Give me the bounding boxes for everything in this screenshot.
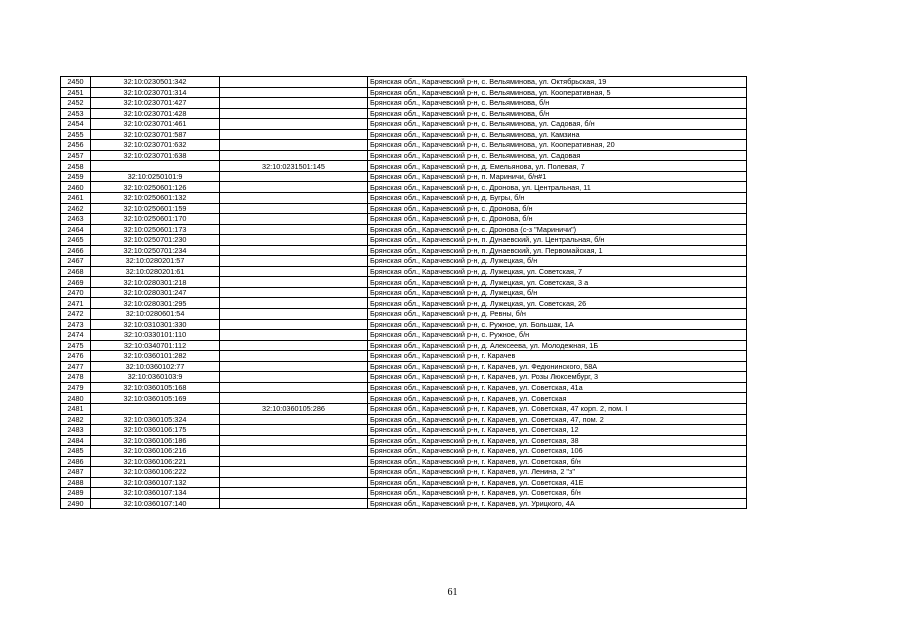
building-cadastral-number-cell bbox=[220, 319, 368, 330]
row-number-cell: 2451 bbox=[61, 87, 91, 98]
registry-table-body bbox=[61, 77, 747, 509]
table-row bbox=[61, 393, 747, 404]
cadastral-number-cell: 32:10:0360107:132 bbox=[91, 477, 220, 488]
building-cadastral-number-cell bbox=[220, 298, 368, 309]
cadastral-number-cell: 32:10:0360106:186 bbox=[91, 435, 220, 446]
table-row bbox=[61, 171, 747, 182]
address-cell: Брянская обл., Карачевский р-н, г. Карачев, ул. Розы Люксембург, 3 bbox=[368, 372, 747, 383]
address-cell: Брянская обл., Карачевский р-н, д. Бугры, б/н bbox=[368, 193, 747, 204]
building-cadastral-number-cell bbox=[220, 224, 368, 235]
address-cell: Брянская обл., Карачевский р-н, г. Карачев, ул. Советская, 41Е bbox=[368, 477, 747, 488]
building-cadastral-number-cell bbox=[220, 245, 368, 256]
table-row bbox=[61, 266, 747, 277]
address-cell: Брянская обл., Карачевский р-н, с. Ружное, б/н bbox=[368, 330, 747, 341]
table-row bbox=[61, 372, 747, 383]
row-number-cell: 2457 bbox=[61, 150, 91, 161]
cadastral-number-cell: 32:10:0250601:173 bbox=[91, 224, 220, 235]
cadastral-number-cell: 32:10:0280301:218 bbox=[91, 277, 220, 288]
cadastral-number-cell: 32:10:0330101:110 bbox=[91, 330, 220, 341]
table-row bbox=[61, 403, 747, 414]
building-cadastral-number-cell bbox=[220, 119, 368, 130]
row-number-cell: 2474 bbox=[61, 330, 91, 341]
building-cadastral-number-cell bbox=[220, 488, 368, 499]
row-number-cell: 2477 bbox=[61, 361, 91, 372]
row-number-cell: 2459 bbox=[61, 171, 91, 182]
address-cell: Брянская обл., Карачевский р-н, с. Вельяминова, б/н bbox=[368, 98, 747, 109]
row-number-cell: 2484 bbox=[61, 435, 91, 446]
address-cell: Брянская обл., Карачевский р-н, г. Карачев, ул. Урицкого, 4А bbox=[368, 498, 747, 509]
building-cadastral-number-cell bbox=[220, 361, 368, 372]
address-cell: Брянская обл., Карачевский р-н, д. Ревны, б/н bbox=[368, 309, 747, 320]
cadastral-number-cell bbox=[91, 403, 220, 414]
cadastral-number-cell: 32:10:0250601:132 bbox=[91, 193, 220, 204]
cadastral-number-cell: 32:10:0280201:61 bbox=[91, 266, 220, 277]
cadastral-number-cell: 32:10:0360101:282 bbox=[91, 351, 220, 362]
building-cadastral-number-cell bbox=[220, 235, 368, 246]
cadastral-number-cell: 32:10:0230701:427 bbox=[91, 98, 220, 109]
address-cell: Брянская обл., Карачевский р-н, п. Мариничи, б/н#1 bbox=[368, 171, 747, 182]
building-cadastral-number-cell bbox=[220, 330, 368, 341]
page-number: 61 bbox=[447, 587, 458, 598]
table-row bbox=[61, 87, 747, 98]
table-row bbox=[61, 467, 747, 478]
building-cadastral-number-cell bbox=[220, 414, 368, 425]
row-number-cell: 2472 bbox=[61, 309, 91, 320]
building-cadastral-number-cell bbox=[220, 498, 368, 509]
table-row bbox=[61, 235, 747, 246]
building-cadastral-number-cell bbox=[220, 193, 368, 204]
cadastral-number-cell: 32:10:0310301:330 bbox=[91, 319, 220, 330]
table-row bbox=[61, 119, 747, 130]
table-row bbox=[61, 224, 747, 235]
cadastral-number-cell: 32:10:0280301:295 bbox=[91, 298, 220, 309]
table-row bbox=[61, 193, 747, 204]
row-number-cell: 2475 bbox=[61, 340, 91, 351]
address-cell: Брянская обл., Карачевский р-н, д. Лужецкая, ул. Советская, 3 а bbox=[368, 277, 747, 288]
row-number-cell: 2480 bbox=[61, 393, 91, 404]
row-number-cell: 2453 bbox=[61, 108, 91, 119]
address-cell: Брянская обл., Карачевский р-н, г. Карачев, ул. Ленина, 2 "з" bbox=[368, 467, 747, 478]
row-number-cell: 2462 bbox=[61, 203, 91, 214]
cadastral-number-cell: 32:10:0360103:9 bbox=[91, 372, 220, 383]
cadastral-number-cell: 32:10:0250101:9 bbox=[91, 171, 220, 182]
table-row bbox=[61, 319, 747, 330]
table-row bbox=[61, 298, 747, 309]
building-cadastral-number-cell bbox=[220, 203, 368, 214]
address-cell: Брянская обл., Карачевский р-н, с. Дронова (с-з "Мариничи") bbox=[368, 224, 747, 235]
cadastral-number-cell: 32:10:0230701:587 bbox=[91, 129, 220, 140]
building-cadastral-number-cell bbox=[220, 182, 368, 193]
row-number-cell: 2489 bbox=[61, 488, 91, 499]
address-cell: Брянская обл., Карачевский р-н, с. Дронова, б/н bbox=[368, 203, 747, 214]
row-number-cell: 2490 bbox=[61, 498, 91, 509]
address-cell: Брянская обл., Карачевский р-н, г. Карачев, ул. Советская, 12 bbox=[368, 425, 747, 436]
address-cell: Брянская обл., Карачевский р-н, д. Лужецкая, ул. Советская, 7 bbox=[368, 266, 747, 277]
cadastral-number-cell bbox=[91, 161, 220, 172]
building-cadastral-number-cell bbox=[220, 266, 368, 277]
table-row bbox=[61, 129, 747, 140]
table-row bbox=[61, 446, 747, 457]
row-number-cell: 2483 bbox=[61, 425, 91, 436]
address-cell: Брянская обл., Карачевский р-н, д. Лужецкая, б/н bbox=[368, 256, 747, 267]
building-cadastral-number-cell: 32:10:0231501:145 bbox=[220, 161, 368, 172]
building-cadastral-number-cell bbox=[220, 140, 368, 151]
address-cell: Брянская обл., Карачевский р-н, г. Карачев, ул. Советская, 47 корп. 2, пом. I bbox=[368, 403, 747, 414]
table-row bbox=[61, 382, 747, 393]
address-cell: Брянская обл., Карачевский р-н, г. Карачев, ул. Советская, б/н bbox=[368, 488, 747, 499]
cadastral-number-cell: 32:10:0360106:222 bbox=[91, 467, 220, 478]
building-cadastral-number-cell bbox=[220, 77, 368, 88]
cadastral-number-cell: 32:10:0360105:168 bbox=[91, 382, 220, 393]
building-cadastral-number-cell bbox=[220, 372, 368, 383]
table-row bbox=[61, 182, 747, 193]
building-cadastral-number-cell bbox=[220, 287, 368, 298]
cadastral-number-cell: 32:10:0360107:134 bbox=[91, 488, 220, 499]
address-cell: Брянская обл., Карачевский р-н, д. Лужецкая, ул. Советская, 26 bbox=[368, 298, 747, 309]
address-cell: Брянская обл., Карачевский р-н, с. Вельяминова, ул. Садовая bbox=[368, 150, 747, 161]
table-row bbox=[61, 256, 747, 267]
building-cadastral-number-cell bbox=[220, 171, 368, 182]
cadastral-number-cell: 32:10:0250601:126 bbox=[91, 182, 220, 193]
address-cell: Брянская обл., Карачевский р-н, д. Лужецкая, б/н bbox=[368, 287, 747, 298]
row-number-cell: 2468 bbox=[61, 266, 91, 277]
cadastral-number-cell: 32:10:0230701:461 bbox=[91, 119, 220, 130]
building-cadastral-number-cell bbox=[220, 277, 368, 288]
building-cadastral-number-cell bbox=[220, 456, 368, 467]
table-row bbox=[61, 477, 747, 488]
address-cell: Брянская обл., Карачевский р-н, п. Дунаевский, ул. Первомайская, 1 bbox=[368, 245, 747, 256]
building-cadastral-number-cell bbox=[220, 446, 368, 457]
table-row bbox=[61, 456, 747, 467]
address-cell: Брянская обл., Карачевский р-н, с. Вельяминова, б/н bbox=[368, 108, 747, 119]
cadastral-number-cell: 32:10:0360105:324 bbox=[91, 414, 220, 425]
row-number-cell: 2473 bbox=[61, 319, 91, 330]
building-cadastral-number-cell bbox=[220, 382, 368, 393]
building-cadastral-number-cell bbox=[220, 87, 368, 98]
row-number-cell: 2470 bbox=[61, 287, 91, 298]
table-row bbox=[61, 340, 747, 351]
building-cadastral-number-cell bbox=[220, 309, 368, 320]
table-row bbox=[61, 214, 747, 225]
address-cell: Брянская обл., Карачевский р-н, п. Дунаевский, ул. Центральная, б/н bbox=[368, 235, 747, 246]
cadastral-number-cell: 32:10:0280601:54 bbox=[91, 309, 220, 320]
table-row bbox=[61, 287, 747, 298]
row-number-cell: 2471 bbox=[61, 298, 91, 309]
address-cell: Брянская обл., Карачевский р-н, д. Алексеева, ул. Молодежная, 1Б bbox=[368, 340, 747, 351]
row-number-cell: 2486 bbox=[61, 456, 91, 467]
table-row bbox=[61, 330, 747, 341]
building-cadastral-number-cell: 32:10:0360105:286 bbox=[220, 403, 368, 414]
table-row bbox=[61, 361, 747, 372]
row-number-cell: 2450 bbox=[61, 77, 91, 88]
building-cadastral-number-cell bbox=[220, 425, 368, 436]
row-number-cell: 2485 bbox=[61, 446, 91, 457]
cadastral-number-cell: 32:10:0250601:170 bbox=[91, 214, 220, 225]
cadastral-number-cell: 32:10:0230701:428 bbox=[91, 108, 220, 119]
address-cell: Брянская обл., Карачевский р-н, г. Карачев, ул. Советская, б/н bbox=[368, 456, 747, 467]
building-cadastral-number-cell bbox=[220, 150, 368, 161]
table-row bbox=[61, 245, 747, 256]
row-number-cell: 2479 bbox=[61, 382, 91, 393]
building-cadastral-number-cell bbox=[220, 340, 368, 351]
table-row bbox=[61, 425, 747, 436]
row-number-cell: 2461 bbox=[61, 193, 91, 204]
cadastral-number-cell: 32:10:0280301:247 bbox=[91, 287, 220, 298]
cadastral-number-cell: 32:10:0360105:169 bbox=[91, 393, 220, 404]
table-row bbox=[61, 150, 747, 161]
cadastral-number-cell: 32:10:0230501:342 bbox=[91, 77, 220, 88]
cadastral-number-cell: 32:10:0230701:314 bbox=[91, 87, 220, 98]
cadastral-number-cell: 32:10:0250701:234 bbox=[91, 245, 220, 256]
building-cadastral-number-cell bbox=[220, 393, 368, 404]
address-cell: Брянская обл., Карачевский р-н, с. Ружное, ул. Большак, 1А bbox=[368, 319, 747, 330]
table-row bbox=[61, 108, 747, 119]
cadastral-number-cell: 32:10:0230701:638 bbox=[91, 150, 220, 161]
row-number-cell: 2469 bbox=[61, 277, 91, 288]
row-number-cell: 2487 bbox=[61, 467, 91, 478]
building-cadastral-number-cell bbox=[220, 108, 368, 119]
cadastral-number-cell: 32:10:0360106:216 bbox=[91, 446, 220, 457]
table-row bbox=[61, 277, 747, 288]
row-number-cell: 2456 bbox=[61, 140, 91, 151]
address-cell: Брянская обл., Карачевский р-н, с. Вельяминова, ул. Кооперативная, 5 bbox=[368, 87, 747, 98]
row-number-cell: 2476 bbox=[61, 351, 91, 362]
row-number-cell: 2455 bbox=[61, 129, 91, 140]
table-row bbox=[61, 414, 747, 425]
address-cell: Брянская обл., Карачевский р-н, г. Карачев, ул. Советская, 47, пом. 2 bbox=[368, 414, 747, 425]
table-row bbox=[61, 77, 747, 88]
row-number-cell: 2482 bbox=[61, 414, 91, 425]
cadastral-number-cell: 32:10:0360107:140 bbox=[91, 498, 220, 509]
building-cadastral-number-cell bbox=[220, 351, 368, 362]
table-row bbox=[61, 498, 747, 509]
table-row bbox=[61, 140, 747, 151]
address-cell: Брянская обл., Карачевский р-н, с. Дронова, б/н bbox=[368, 214, 747, 225]
address-cell: Брянская обл., Карачевский р-н, с. Вельяминова, ул. Камзина bbox=[368, 129, 747, 140]
row-number-cell: 2478 bbox=[61, 372, 91, 383]
address-cell: Брянская обл., Карачевский р-н, г. Карачев, ул. Советская, 38 bbox=[368, 435, 747, 446]
address-cell: Брянская обл., Карачевский р-н, г. Карачев bbox=[368, 351, 747, 362]
cadastral-number-cell: 32:10:0360106:221 bbox=[91, 456, 220, 467]
address-cell: Брянская обл., Карачевский р-н, д. Емельянова, ул. Полевая, 7 bbox=[368, 161, 747, 172]
row-number-cell: 2454 bbox=[61, 119, 91, 130]
building-cadastral-number-cell bbox=[220, 435, 368, 446]
row-number-cell: 2458 bbox=[61, 161, 91, 172]
address-cell: Брянская обл., Карачевский р-н, с. Вельяминова, ул. Кооперативная, 20 bbox=[368, 140, 747, 151]
cadastral-number-cell: 32:10:0250701:230 bbox=[91, 235, 220, 246]
building-cadastral-number-cell bbox=[220, 129, 368, 140]
table-row bbox=[61, 488, 747, 499]
address-cell: Брянская обл., Карачевский р-н, с. Вельяминова, ул. Октябрьская, 19 bbox=[368, 77, 747, 88]
address-cell: Брянская обл., Карачевский р-н, г. Карачев, ул. Советская, 106 bbox=[368, 446, 747, 457]
table-row bbox=[61, 98, 747, 109]
row-number-cell: 2466 bbox=[61, 245, 91, 256]
cadastral-number-cell: 32:10:0340701:112 bbox=[91, 340, 220, 351]
row-number-cell: 2465 bbox=[61, 235, 91, 246]
table-row bbox=[61, 203, 747, 214]
cadastral-number-cell: 32:10:0280201:57 bbox=[91, 256, 220, 267]
table-row bbox=[61, 351, 747, 362]
cadastral-number-cell: 32:10:0250601:159 bbox=[91, 203, 220, 214]
cadastral-number-cell: 32:10:0230701:632 bbox=[91, 140, 220, 151]
address-cell: Брянская обл., Карачевский р-н, г. Карачев, ул. Федюнинского, 58А bbox=[368, 361, 747, 372]
address-cell: Брянская обл., Карачевский р-н, с. Вельяминова, ул. Садовая, б/н bbox=[368, 119, 747, 130]
address-cell: Брянская обл., Карачевский р-н, г. Карачев, ул. Советская, 41а bbox=[368, 382, 747, 393]
building-cadastral-number-cell bbox=[220, 214, 368, 225]
building-cadastral-number-cell bbox=[220, 477, 368, 488]
row-number-cell: 2463 bbox=[61, 214, 91, 225]
address-cell: Брянская обл., Карачевский р-н, г. Карачев, ул. Советская bbox=[368, 393, 747, 404]
row-number-cell: 2460 bbox=[61, 182, 91, 193]
table-row bbox=[61, 309, 747, 320]
property-registry-table bbox=[60, 76, 747, 509]
address-cell: Брянская обл., Карачевский р-н, с. Дронова, ул. Центральная, 11 bbox=[368, 182, 747, 193]
row-number-cell: 2467 bbox=[61, 256, 91, 267]
row-number-cell: 2488 bbox=[61, 477, 91, 488]
cadastral-number-cell: 32:10:0360102:77 bbox=[91, 361, 220, 372]
table-row bbox=[61, 435, 747, 446]
table-row bbox=[61, 161, 747, 172]
row-number-cell: 2481 bbox=[61, 403, 91, 414]
building-cadastral-number-cell bbox=[220, 98, 368, 109]
row-number-cell: 2464 bbox=[61, 224, 91, 235]
row-number-cell: 2452 bbox=[61, 98, 91, 109]
building-cadastral-number-cell bbox=[220, 467, 368, 478]
building-cadastral-number-cell bbox=[220, 256, 368, 267]
cadastral-number-cell: 32:10:0360106:175 bbox=[91, 425, 220, 436]
